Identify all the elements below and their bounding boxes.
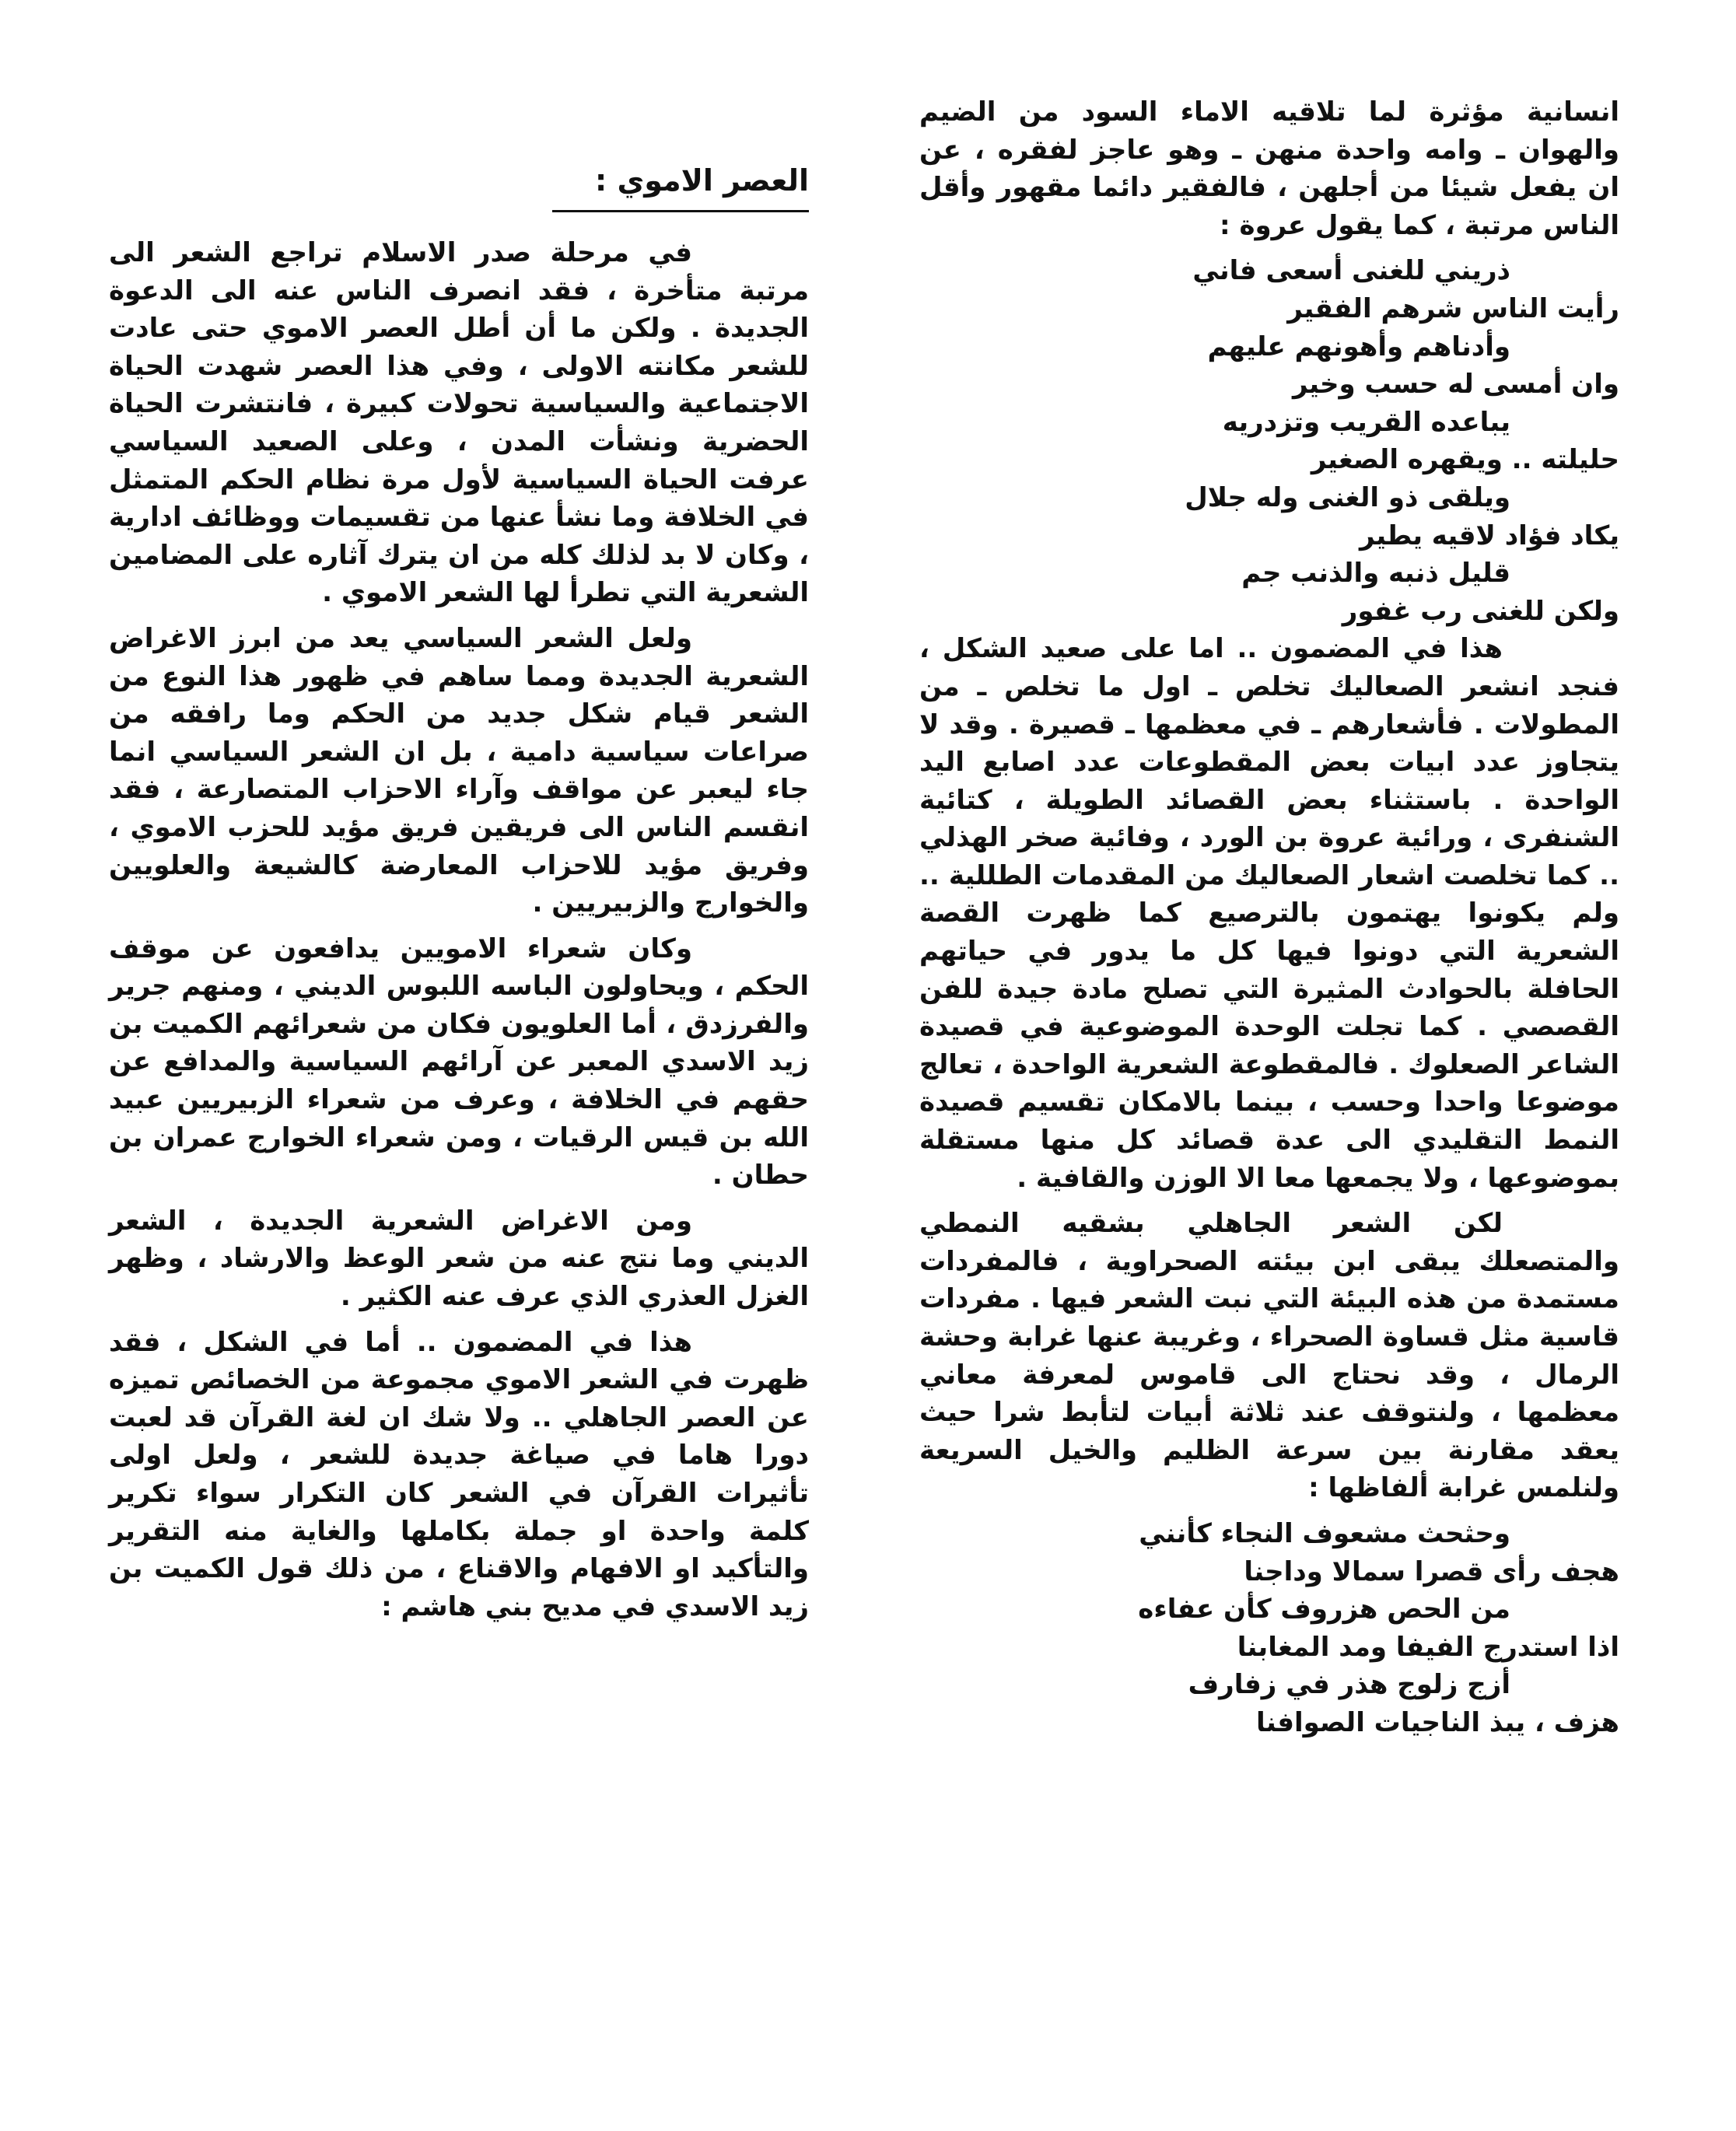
form-features-paragraph: هذا في المضمون .. أما في الشكل ، فقد ظهرت في الشعر الاموي مجموعة من الخصائص تميزه عن العصر الجاهلي .. ولا شك ان لغة القرآن قد لعبت دورا هاما في صياغة جديدة للشعر ، ولعل اولى تأثيرات القرآن في الشعر كان التكرار سواء تكرير كلمة واحدة او جملة بكاملها والغاية منه التقرير والتأكيد او الافهام والاقناع ، من ذلك قول الكميت بن زيد الاسدي في مديح بني هاشم : xyxy=(109,1326,809,1622)
poem-verse: قليل ذنبه والذنب جم xyxy=(1241,558,1510,590)
form-paragraph: هذا في المضمون .. اما على صعيد الشكل ، فنجد انشعر الصعاليك تخلص ـ اول ما تخلص ـ من المطولات . فأشعارهم ـ في معظمها ـ قصيرة . وقد لا يتجاوز عدد ابيات بعض المقطوعات عدد اصابع اليد الواحدة . باستثناء بعض القصائد الطويلة ، كتائية الشنفرى ، ورائية عروة بن الورد ، وفائية صخر الهذلي .. كما تخلصت اشعار الصعاليك من المقدمات الطللية .. ولم يكونوا يهتمون بالترصيع كما ظهرت القصة الشعرية التي دونوا فيها كل ما يدور في حياتهم الحافلة بالحوادث المثيرة التي تصلح مادة جيدة للفن القصصي . كما تجلت الوحدة الموضوعية في قصيدة الشاعر الصعلوك . فالمقطوعة الشعرية الواحدة ، تعالج موضوعا واحدا وحسب ، بينما بالامكان تقسيم قصيدة النمط التقليدي الى عدة قصائد كل منها مستقلة بموضوعها ، ولا يجمعها معا الا الوزن والقافية . xyxy=(919,633,1619,1194)
environment-paragraph: لكن الشعر الجاهلي بشقيه النمطي والمتصعلك يبقى ابن بيئته الصحراوية ، فالمفردات مستمدة من هذه البيئة التي نبت الشعر فيها . مفردات قاسية مثل قساوة الصحراء ، وغريبة عنها غرابة وحشة الرمال ، وقد نحتاج الى قاموس لمعرفة معاني معظمها ، ولنتوقف عند ثلاثة أبيات لتأبط شرا حيث يعقد مقارنة بين سرعة الظليم والخيل السريعة ولنلمس غرابة ألفاظها : xyxy=(919,1208,1619,1504)
intro-paragraph: انسانية مؤثرة لما تلاقيه الاماء السود من الضيم والهوان ـ وامه واحدة منهن ـ وهو عاجز لفقره ، عن ان يفعل شيئا من أجلهن ، فالفقير دائما مقهور وأقل الناس مرتبة ، كما يقول عروة : xyxy=(919,96,1619,241)
poem-verse: ويلقى ذو الغنى وله جلال xyxy=(1185,481,1510,513)
poem-verse: ذريني للغنى أسعى فاني xyxy=(1192,255,1510,287)
poem-verse: من الحص هزروف كأن عفاءه xyxy=(1138,1594,1510,1625)
political-poetry-paragraph: ولعل الشعر السياسي يعد من ابرز الاغراض الشعرية الجديدة ومما ساهم في ظهور هذا النوع من الشعر قيام شكل جديد من الحكم وما رافقه من صراعات سياسية دامية ، بل ان الشعر السياسي انما جاء ليعبر عن مواقف وآراء الاحزاب المتصارعة ، فقد انقسم الناس الى فريقين فريق مؤيد للحزب الاموي ، وفريق مؤيد للاحزاب المعارضة كالشيعة والعلويين والخوارج والزبيريين . xyxy=(109,622,809,919)
right-column xyxy=(919,93,1619,1742)
poem-verse: وحثحث مشعوف النجاء كأنني xyxy=(1139,1517,1510,1549)
poem-verse: اذا استدرج الفيفا ومد المغابنا xyxy=(1237,1631,1619,1663)
poem-verse: هجف رأى قصرا سمالا وداجنا xyxy=(1244,1555,1619,1587)
umayyad-intro-paragraph: في مرحلة صدر الاسلام تراجع الشعر الى مرتبة متأخرة ، فقد انصرف الناس عنه الى الدعوة الجديدة . ولكن ما أن أطل العصر الاموي حتى عادت للشعر مكانته الاولى ، وفي هذا العصر شهدت الحياة الاجتماعية والسياسية تحولات كبيرة ، فانتشرت الحياة الحضرية ونشأت المدن ، وعلى الصعيد السياسي عرفت الحياة السياسية لأول مرة نظام الحكم المتمثل في الخلافة وما نشأ عنها من تقسيمات ووظائف ادارية ، وكان لا بد لذلك كله من ان يترك آثاره على المضامين الشعرية التي تطرأ لها الشعر الاموي . xyxy=(109,237,809,609)
poem-verse: أزج زلوج هذر في زفارف xyxy=(1188,1669,1510,1701)
poem-verse: ولكن للغنى رب غفور xyxy=(1342,595,1619,627)
poem-verse: وأدناهم وأهونهم عليهم xyxy=(1207,331,1510,362)
new-themes-paragraph: ومن الاغراض الشعرية الجديدة ، الشعر الديني وما نتج عنه من شعر الوعظ والارشاد ، وظهر الغزل العذري الذي عرف عنه الكثير . xyxy=(109,1205,809,1313)
poets-paragraph: وكان شعراء الامويين يدافعون عن موقف الحكم ، ويحاولون الباسه اللبوس الديني ، ومنهم جرير والفرزدق ، أما العلويون فكان من شعرائهم الكميت بن زيد الاسدي المعبر عن آرائهم السياسية والمدافع عن حقهم في الخلافة ، وعرف من شعراء الزبيريين عبيد الله بن قيس الرقيات ، ومن شعراء الخوارج عمران بن حطان . xyxy=(109,933,809,1191)
poem-verse: يباعده القريب وتزدريه xyxy=(1222,406,1510,438)
poem-verse: يكاد فؤاد لاقيه يطير xyxy=(1360,520,1619,551)
poem-verse: رأيت الناس شرهم الفقير xyxy=(1287,292,1619,324)
left-column xyxy=(109,163,809,1633)
poem-urwa xyxy=(919,252,1619,630)
poem-verse: وان أمسى له حسب وخير xyxy=(1292,369,1619,401)
section-heading: العصر الاموي : xyxy=(552,163,809,212)
poem-verse: حليلته .. ويقهره الصغير xyxy=(1311,444,1619,476)
poem-taabbata-sharran xyxy=(919,1515,1619,1742)
poem-verse: هزف ، يبذ الناجيات الصوافنا xyxy=(1256,1706,1619,1738)
